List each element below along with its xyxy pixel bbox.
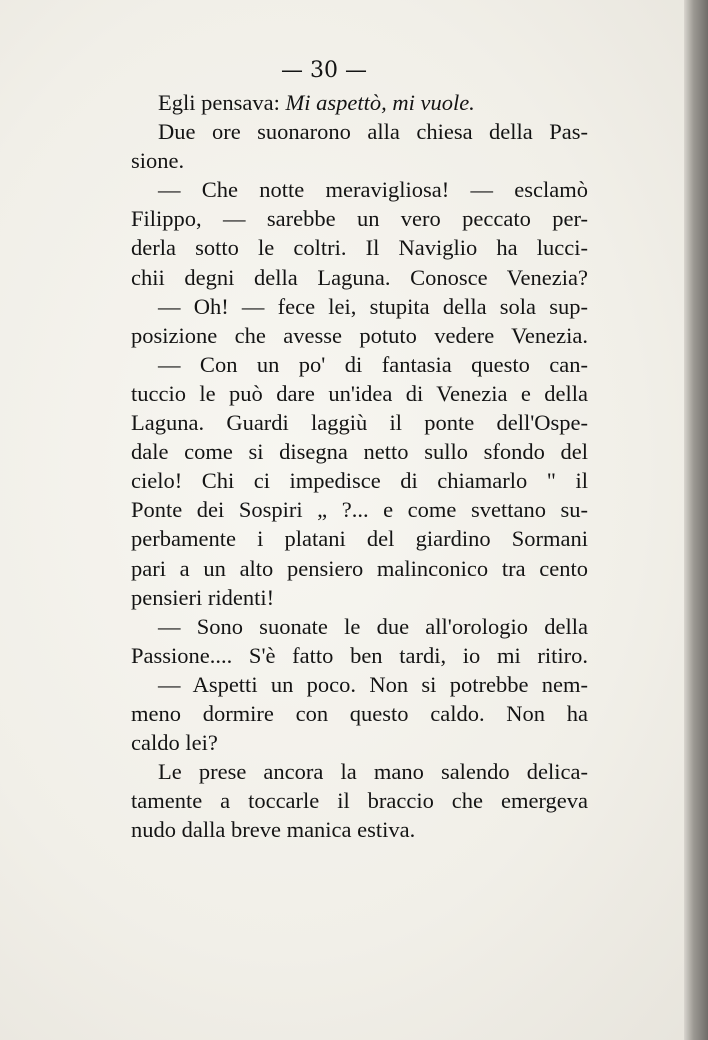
text-line-content: sione.: [131, 148, 185, 174]
text-line-content: perbamente i platani del giardino Sormani: [131, 526, 588, 552]
text-line-content: Due ore suonarono alla chiesa della Pas-: [158, 119, 588, 145]
text-line-content: pensieri ridenti!: [131, 584, 275, 610]
text-line: [131, 292, 588, 321]
text-line: [131, 728, 588, 757]
text-line: [131, 554, 588, 583]
text-line: [131, 583, 588, 612]
text-line: [131, 495, 588, 524]
text-line: [131, 263, 588, 292]
text-line-content: tuccio le può dare un'idea di Venezia e della: [131, 380, 588, 406]
text-line: [131, 524, 588, 553]
text-line-content: — Con un po' di fantasia questo can-: [158, 351, 588, 377]
text-line: [131, 379, 588, 408]
text-line: [131, 670, 588, 699]
text-line: [131, 233, 588, 262]
text-line: [131, 146, 588, 175]
text-line-content: chii degni della Laguna. Conosce Venezia?: [131, 264, 588, 290]
text-line: [131, 437, 588, 466]
text-line: [131, 466, 588, 495]
text-line: [131, 117, 588, 146]
text-line-content: posizione che avesse potuto vedere Venezia.: [131, 322, 588, 348]
text-line-content: meno dormire con questo caldo. Non ha: [131, 700, 588, 726]
text-line-content: Passione.... S'è fatto ben tardi, io mi ritiro.: [131, 642, 588, 668]
text-line: [131, 699, 588, 728]
text-line-content: — Che notte meravigliosa! — esclamò: [158, 177, 588, 203]
text-line: [131, 321, 588, 350]
text-line: [131, 786, 588, 815]
italic-text: Mi aspettò, mi vuole.: [285, 90, 475, 115]
text-line-content: nudo dalla breve manica estiva.: [131, 817, 416, 843]
text-line: [131, 88, 588, 117]
text-line-content: Filippo, — sarebbe un vero peccato per-: [131, 206, 588, 232]
text-line: [131, 408, 588, 437]
text-line: [131, 757, 588, 786]
text-line-content: Egli pensava:: [158, 90, 286, 115]
text-line-content: pari a un alto pensiero malinconico tra cento: [131, 555, 588, 581]
text-line-content: Le prese ancora la mano salendo delica-: [158, 759, 588, 785]
text-line-content: — Sono suonate le due all'orologio della: [158, 613, 588, 639]
text-line: [131, 204, 588, 233]
text-line-content: dale come si disegna netto sullo sfondo del: [131, 439, 588, 465]
body-text: [131, 88, 588, 844]
text-line: [131, 175, 588, 204]
text-line: [131, 350, 588, 379]
text-line-content: Laguna. Guardi laggiù il ponte dell'Ospe-: [131, 410, 588, 436]
text-line: [131, 641, 588, 670]
text-line-content: — Aspetti un poco. Non si potrebbe nem-: [158, 671, 588, 697]
text-line-content: — Oh! — fece lei, stupita della sola sup-: [158, 293, 588, 319]
text-line-content: Ponte dei Sospiri „ ?... e come svettano su-: [131, 497, 588, 523]
text-line: [131, 815, 588, 844]
book-spine-edge: [684, 0, 708, 1040]
text-line-content: caldo lei?: [131, 730, 218, 756]
text-line-content: derla sotto le coltri. Il Naviglio ha lucci-: [131, 235, 588, 261]
text-line: [131, 612, 588, 641]
text-line-content: tamente a toccarle il braccio che emergeva: [131, 788, 588, 814]
text-line-content: cielo! Chi ci impedisce di chiamarlo " il: [131, 468, 588, 494]
page-number: — 30 —: [281, 58, 367, 83]
